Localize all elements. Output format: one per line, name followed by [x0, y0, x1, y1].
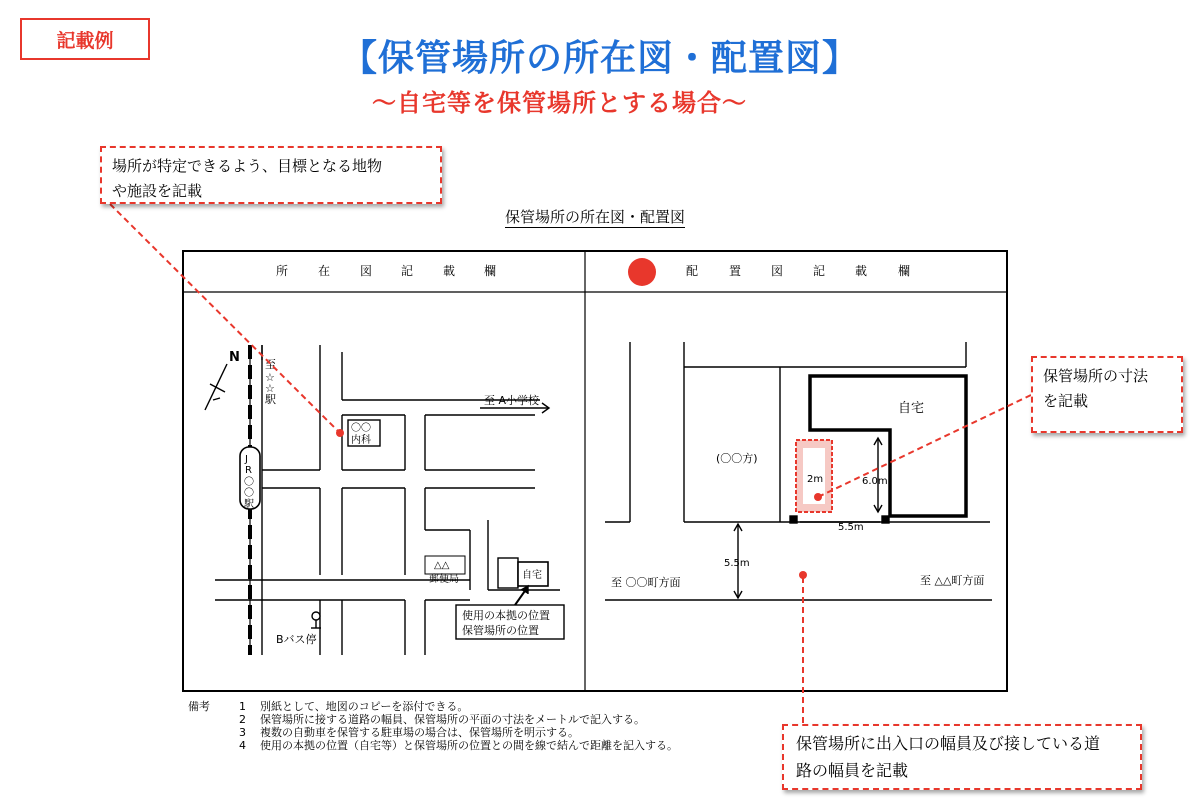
to-station-char: 駅 — [265, 393, 276, 406]
direction-left-label: 至 〇〇町方面 — [611, 576, 681, 589]
gate-post — [790, 516, 797, 523]
north-label: N — [229, 350, 240, 365]
callout-text: や施設を記載 — [112, 182, 203, 200]
to-station-char: ☆ — [265, 382, 275, 395]
note-row — [188, 700, 678, 713]
page-subtitle: ～自宅等を保管場所とする場合～ — [372, 89, 747, 117]
note-number: 3 — [239, 726, 246, 739]
note-number: 4 — [239, 739, 246, 752]
layout-plan — [605, 342, 992, 600]
north-arrow-tick — [213, 398, 220, 400]
bus-stop-icon — [312, 612, 320, 620]
note-text: 別紙として、地図のコピーを添付できる。 — [260, 700, 469, 713]
home-outline — [810, 376, 966, 516]
note-row — [188, 713, 678, 726]
station-char: J — [245, 454, 248, 465]
gate-post — [882, 516, 889, 523]
neighbor-label: (〇〇方) — [716, 452, 758, 465]
note-row — [188, 739, 678, 752]
home-label: 自宅 — [898, 401, 925, 416]
width-label: 2m — [807, 474, 824, 485]
notes-label: 備考 — [188, 700, 210, 713]
note-text: 複数の自動車を保管する駐車場の場合は、保管場所を明示する。 — [260, 726, 579, 739]
to-school-label: 至 A小学校 — [484, 394, 540, 407]
callout-text: 場所が特定できるよう、目標となる地物 — [112, 157, 383, 175]
header-char: 配 — [686, 264, 699, 278]
connector-line — [110, 204, 340, 433]
callout-landmark — [100, 146, 442, 204]
header-char: 所 — [276, 264, 289, 278]
map-labels — [229, 350, 550, 646]
note-text: 保管場所に接する道路の幅員、保管場所の平面の寸法をメートルで記入する。 — [260, 713, 645, 726]
post-office-label: 郵便局 — [429, 574, 459, 585]
entrance-width-label: 5.5m — [838, 522, 864, 533]
example-badge: 記載例 — [20, 18, 150, 60]
callout-text: 保管場所の寸法 — [1043, 367, 1149, 385]
header-char: 図 — [771, 264, 784, 278]
to-station-char: ☆ — [265, 371, 275, 384]
note-number: 1 — [239, 700, 246, 713]
station-char: 〇 — [244, 477, 254, 488]
location-label: 保管場所の位置 — [462, 624, 539, 637]
to-station-char: 至 — [265, 358, 276, 371]
header-char: 図 — [360, 264, 373, 278]
header-char: 記 — [401, 264, 414, 278]
building — [498, 558, 518, 588]
clinic-label: 〇〇 — [351, 423, 371, 434]
connector-dot — [799, 571, 807, 579]
station-char: 〇 — [244, 488, 254, 499]
callout-text: を記載 — [1043, 392, 1089, 410]
station-char: R — [245, 465, 252, 476]
bus-stop-label: Bバス停 — [276, 633, 317, 646]
length-label: 6.0m — [862, 476, 888, 487]
location-label: 使用の本拠の位置 — [462, 609, 550, 622]
left-panel-header — [276, 263, 496, 278]
callout-text: 路の幅員を記載 — [796, 761, 909, 780]
station-char: 駅 — [244, 499, 254, 510]
clinic-label: 内科 — [351, 435, 371, 446]
page-title: 【保管場所の所在図・配置図】 — [340, 38, 859, 79]
header-char: 載 — [443, 264, 456, 278]
right-panel-header — [686, 263, 910, 278]
header-char: 記 — [813, 264, 826, 278]
header-char: 置 — [729, 264, 742, 278]
note-number: 2 — [239, 713, 246, 726]
note-row — [188, 726, 678, 739]
connector-dot — [814, 493, 822, 501]
road-width-label: 5.5m — [724, 558, 750, 569]
connector-dot — [336, 429, 344, 437]
red-marker-dot — [628, 258, 656, 286]
note-text: 使用の本拠の位置（自宅等）と保管場所の位置との間を線で結んで距離を記入する。 — [260, 739, 678, 752]
header-char: 欄 — [898, 264, 911, 278]
callout-road-width — [782, 724, 1142, 790]
callout-text: 保管場所に出入口の幅員及び接している道 — [796, 734, 1101, 753]
callout-parking-size — [1031, 356, 1183, 433]
home-label: 自宅 — [522, 570, 542, 581]
direction-right-label: 至 △△町方面 — [920, 574, 985, 587]
diagram-title-text: 保管場所の所在図・配置図 — [504, 208, 685, 226]
header-char: 載 — [855, 264, 868, 278]
post-office-label: △△ — [434, 560, 450, 571]
header-char: 欄 — [484, 264, 497, 278]
notes-section — [188, 700, 678, 752]
header-char: 在 — [318, 264, 331, 278]
